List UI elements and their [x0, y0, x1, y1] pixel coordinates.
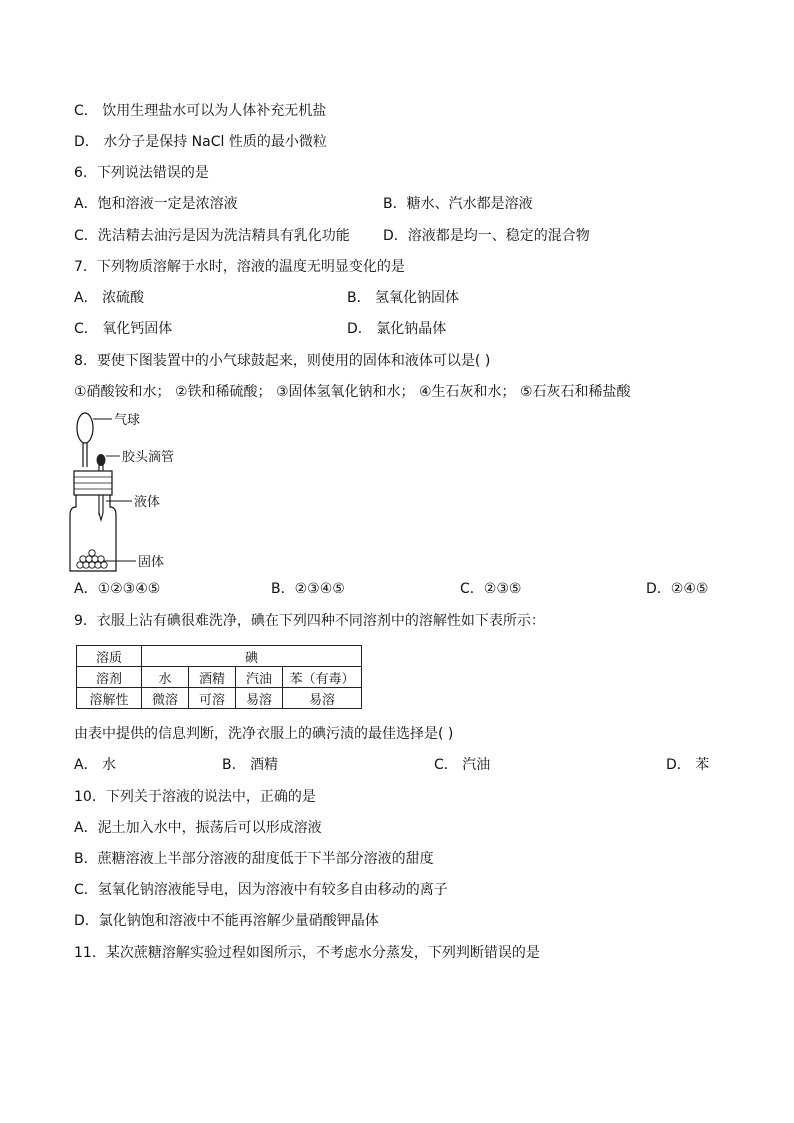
q9-option-c: C． 汽油 — [434, 757, 491, 773]
label-solid: 固体 — [138, 555, 165, 570]
q8-option-d: D．②④⑤ — [646, 581, 709, 597]
table-cell: 酒精 — [189, 667, 236, 688]
q5-option-d: D． 水分子是保持 NaCl 性质的最小微粒 — [74, 134, 327, 150]
q7-option-d: D． 氯化钠晶体 — [347, 321, 447, 337]
label-balloon: 气球 — [114, 413, 141, 428]
q8-option-b: B．②③④⑤ — [271, 581, 345, 597]
q6-option-b: B．糖水、汽水都是溶液 — [383, 196, 533, 212]
label-dropper: 胶头滴管 — [122, 450, 175, 465]
q7-option-c: C． 氧化钙固体 — [74, 321, 173, 337]
q10-option-a: A．泥土加入水中，振荡后可以形成溶液 — [74, 820, 322, 836]
q9-followup: 由表中提供的信息判断，洗净衣服上的碘污渍的最佳选择是( ) — [74, 726, 454, 742]
table-cell: 汽油 — [236, 667, 283, 688]
table-cell: 易溶 — [283, 688, 362, 709]
balloon-apparatus-diagram — [60, 405, 260, 577]
solid-granules — [77, 550, 107, 568]
q10-option-b: B．蔗糖溶液上半部分溶液的甜度低于下半部分溶液的甜度 — [74, 851, 434, 867]
q11-stem: 11．某次蔗糖溶解实验过程如图所示，不考虑水分蒸发，下列判断错误的是 — [74, 945, 540, 961]
q10-option-d: D．氯化钠饱和溶液中不能再溶解少量硝酸钾晶体 — [74, 913, 379, 929]
q7-option-a: A． 浓硫酸 — [74, 290, 145, 306]
q10-stem: 10．下列关于溶液的说法中，正确的是 — [74, 789, 316, 805]
q9-option-a: A． 水 — [74, 757, 117, 773]
q10-option-c: C．氢氧化钠溶液能导电，因为溶液中有较多自由移动的离子 — [74, 882, 448, 898]
table-cell: 苯（有毒） — [283, 667, 362, 688]
q8-option-a: A．①②③④⑤ — [74, 581, 161, 597]
q8-choice-list: ①硝酸铵和水； ②铁和稀硫酸； ③固体氢氧化钠和水； ④生石灰和水； ⑤石灰石和稀盐酸 — [74, 384, 631, 400]
table-cell: 溶解性 — [77, 688, 142, 709]
table-row — [77, 688, 362, 709]
q8-option-c: C．②③⑤ — [460, 581, 522, 597]
table-cell: 微溶 — [142, 688, 189, 709]
q9-option-d: D． 苯 — [666, 757, 710, 773]
table-cell: 水 — [142, 667, 189, 688]
q6-option-a: A．饱和溶液一定是浓溶液 — [74, 196, 238, 212]
q8-stem: 8．要使下图装置中的小气球鼓起来，则使用的固体和液体可以是( ) — [74, 353, 491, 369]
table-cell: 可溶 — [189, 688, 236, 709]
q9-option-b: B． 酒精 — [222, 757, 279, 773]
dropper-bulb — [97, 454, 106, 466]
q5-option-c: C． 饮用生理盐水可以为人体补充无机盐 — [74, 103, 327, 119]
table-row — [77, 646, 362, 667]
table-row — [77, 667, 362, 688]
table-cell: 碘 — [142, 646, 362, 667]
iodine-solubility-table — [76, 645, 362, 709]
q6-option-c: C．洗洁精去油污是因为洗洁精具有乳化功能 — [74, 228, 350, 244]
table-cell: 溶剂 — [77, 667, 142, 688]
q7-option-b: B． 氢氧化钠固体 — [347, 290, 460, 306]
q6-stem: 6．下列说法错误的是 — [74, 165, 209, 181]
label-liquid: 液体 — [134, 495, 161, 510]
q7-stem: 7．下列物质溶解于水时，溶液的温度无明显变化的是 — [74, 259, 405, 275]
q9-stem: 9．衣服上沾有碘很难洗净，碘在下列四种不同溶剂中的溶解性如下表所示： — [74, 613, 545, 629]
balloon-shape — [77, 413, 93, 443]
q6-option-d: D．溶液都是均一、稳定的混合物 — [383, 228, 590, 244]
table-cell: 易溶 — [236, 688, 283, 709]
table-cell: 溶质 — [77, 646, 142, 667]
